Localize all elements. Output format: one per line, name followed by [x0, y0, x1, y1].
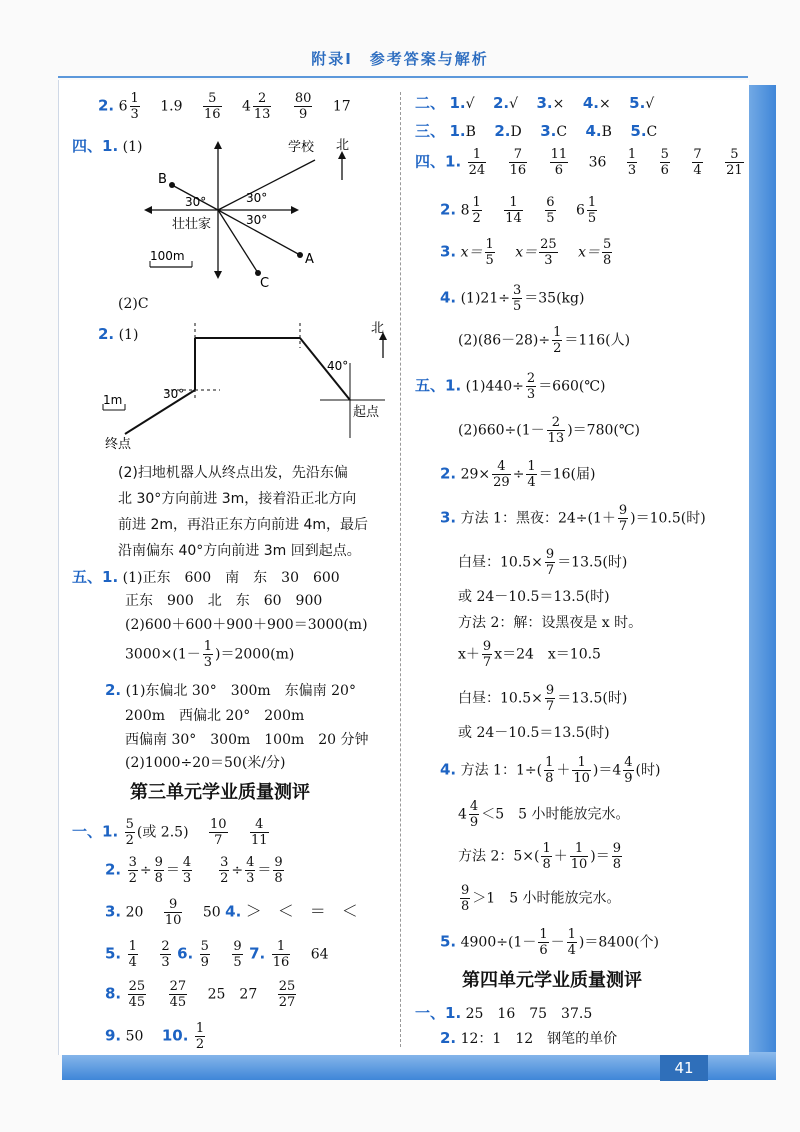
- answer-line: $\frac{9}{8}$ ＞1 5 小时能放完水。: [461, 883, 621, 914]
- answer-line: 2. (1)东偏北 30° 300m 东偏南 20°: [105, 681, 356, 699]
- answer-line: 9. 50 10. $\frac{1}{2}$: [105, 1021, 205, 1052]
- answer-line: (2)1000÷20＝50(米/分): [125, 755, 286, 771]
- answer-line: 2. 8 $\frac{1}{2}$ $\frac{1}{14}$ $\frac{6}{5}$ 6 $\frac{1}{5}$: [440, 195, 597, 226]
- answer-line: 五、1. (1)440÷ $\frac{2}{3}$ ＝660(℃): [415, 371, 606, 402]
- column-divider: [400, 92, 401, 1047]
- angle-label: 30°: [185, 195, 207, 209]
- answer-line: (2)C: [118, 296, 149, 312]
- paragraph-line: 北 30°方向前进 3m，接着沿正北方向: [118, 491, 357, 507]
- answer-line: 白昼：10.5× $\frac{9}{7}$ ＝13.5(时): [458, 683, 628, 714]
- page-header: 附录Ⅰ 参考答案与解析: [311, 50, 489, 68]
- answer-line: 白昼：10.5× $\frac{9}{7}$ ＝13.5(时): [458, 547, 628, 578]
- label-a: A: [305, 252, 314, 267]
- label-start: 起点: [353, 405, 380, 420]
- unit-3-title: 第三单元学业质量测评: [130, 782, 310, 803]
- angle-label: 30°: [246, 213, 268, 227]
- answer-line: 2. (1): [98, 325, 139, 343]
- answer-line: 三、 1.B 2.D 3.C 4.B 5.C: [415, 122, 658, 140]
- paragraph-line: 前进 2m，再沿正东方向前进 4m，最后: [118, 517, 368, 533]
- label-school: 学校: [288, 140, 315, 155]
- page-number: 41: [660, 1055, 708, 1081]
- angle-label: 30°: [246, 191, 268, 205]
- scale-label: 1m: [103, 393, 123, 407]
- angle-label: 40°: [327, 359, 349, 373]
- answer-line: 5. $\frac{1}{4}$ $\frac{2}{3}$ 6. $\frac{5}{9}$ $\frac{9}{5}$ 7. $\frac{1}{16}$ 64: [105, 939, 329, 970]
- scale-label: 100m: [150, 249, 185, 263]
- answer-line: 一、1. $\frac{5}{2}$ (或 2.5) $\frac{10}{7}$ $\frac{4}{11}$: [72, 817, 268, 848]
- answer-line: 西偏南 30° 300m 100m 20 分钟: [125, 732, 369, 748]
- answer-line: (2)600＋600＋900＋900＝3000(m): [125, 617, 368, 633]
- answer-line: 2. 29× $\frac{4}{29}$ ÷ $\frac{1}{4}$ ＝16(届): [440, 459, 596, 490]
- section-heading: 五、1. (1)正东 600 南 东 30 600: [72, 568, 340, 586]
- answer-line: 或 24－10.5＝13.5(时): [458, 725, 610, 741]
- answer-line: 二、 1.√ 2.√ 3.× 4.× 5.√: [415, 94, 655, 112]
- header-rule: [58, 76, 748, 78]
- answer-line: 2. 12：1 12 钢笔的单价: [440, 1029, 618, 1047]
- answer-line: 3000×(1－ $\frac{1}{3}$ )＝2000(m): [125, 639, 295, 670]
- answer-line: 3. x＝ $\frac{1}{5}$ x＝ $\frac{25}{3}$ x＝ $\frac{5}{8}$: [440, 237, 612, 268]
- direction-diagram-2: [95, 318, 395, 453]
- section-heading: 四、1. (1): [72, 137, 143, 155]
- direction-diagram-1: [130, 135, 380, 290]
- label-home: 壮壮家: [172, 217, 212, 232]
- answer-line: 正东 900 北 东 60 900: [125, 593, 323, 609]
- answer-line: 4 $\frac{4}{9}$ ＜5 5 小时能放完水。: [458, 799, 630, 830]
- answer-line: 200m 西偏北 20° 200m: [125, 708, 305, 724]
- answer-line: 3. 20 $\frac{9}{10}$ 50 4. ＞ ＜ ＝ ＜: [105, 897, 358, 928]
- answer-line: 方法 2：解：设黑夜是 x 时。: [458, 615, 643, 631]
- answer-line: 一、1. 25 16 75 37.5: [415, 1004, 593, 1022]
- answer-line: 四、1. $\frac{1}{24}$ $\frac{7}{16}$ $\frac{11}{6}$ 36 $\frac{1}{3}$ $\frac{5}{6}$ $\frac{7}{4}$ $\frac{5}{21}$: [415, 147, 743, 178]
- paragraph-line: 沿南偏东 40°方向前进 3m 回到起点。: [118, 543, 361, 559]
- answer-line: 4. (1)21÷ $\frac{3}{5}$ ＝35(kg): [440, 283, 585, 314]
- answer-line: 3. 方法 1：黑夜：24÷(1＋ $\frac{9}{7}$ )＝10.5(时): [440, 503, 706, 534]
- answer-line: 2. $\frac{3}{2}$ ÷ $\frac{9}{8}$ ＝ $\frac{4}{3}$ $\frac{3}{2}$ ÷ $\frac{4}{3}$ ＝ $\frac{9}{8}$: [105, 855, 283, 886]
- unit-4-title: 第四单元学业质量测评: [462, 970, 642, 991]
- answer-line: 5. 4900÷(1－ $\frac{1}{6}$ － $\frac{1}{4}$ )＝8400(个): [440, 927, 659, 958]
- answer-line: (2)660÷(1－ $\frac{2}{13}$ )＝780(℃): [458, 415, 640, 446]
- answer-line: 8. $\frac{25}{45}$ $\frac{27}{45}$ 25 27 $\frac{25}{27}$: [105, 979, 296, 1010]
- answer-line: x＋ $\frac{9}{7}$ x＝24 x＝10.5: [458, 639, 601, 670]
- answer-line: 或 24－10.5＝13.5(时): [458, 589, 610, 605]
- label-end: 终点: [105, 437, 132, 452]
- label-c: C: [260, 276, 270, 290]
- answer-line: 4. 方法 1：1÷( $\frac{1}{8}$ ＋ $\frac{1}{10}$ )＝4 $\frac{4}{9}$ (时): [440, 755, 661, 786]
- answer-line: 2. 6 $\frac{1}{3}$ 1.9 $\frac{5}{16}$ 4 $\frac{2}{13}$ $\frac{80}{9}$ 17: [98, 91, 351, 122]
- angle-label: 30°: [163, 387, 185, 401]
- label-north: 北: [336, 138, 350, 153]
- answer-line: 方法 2：5×( $\frac{1}{8}$ ＋ $\frac{1}{10}$ )＝ $\frac{9}{8}$: [458, 841, 622, 872]
- answer-line: (2)(86－28)÷ $\frac{1}{2}$ ＝116(人): [458, 325, 631, 356]
- paragraph-line: (2)扫地机器人从终点出发，先沿东偏: [118, 465, 348, 481]
- label-north: 北: [371, 321, 385, 336]
- label-b: B: [158, 172, 167, 187]
